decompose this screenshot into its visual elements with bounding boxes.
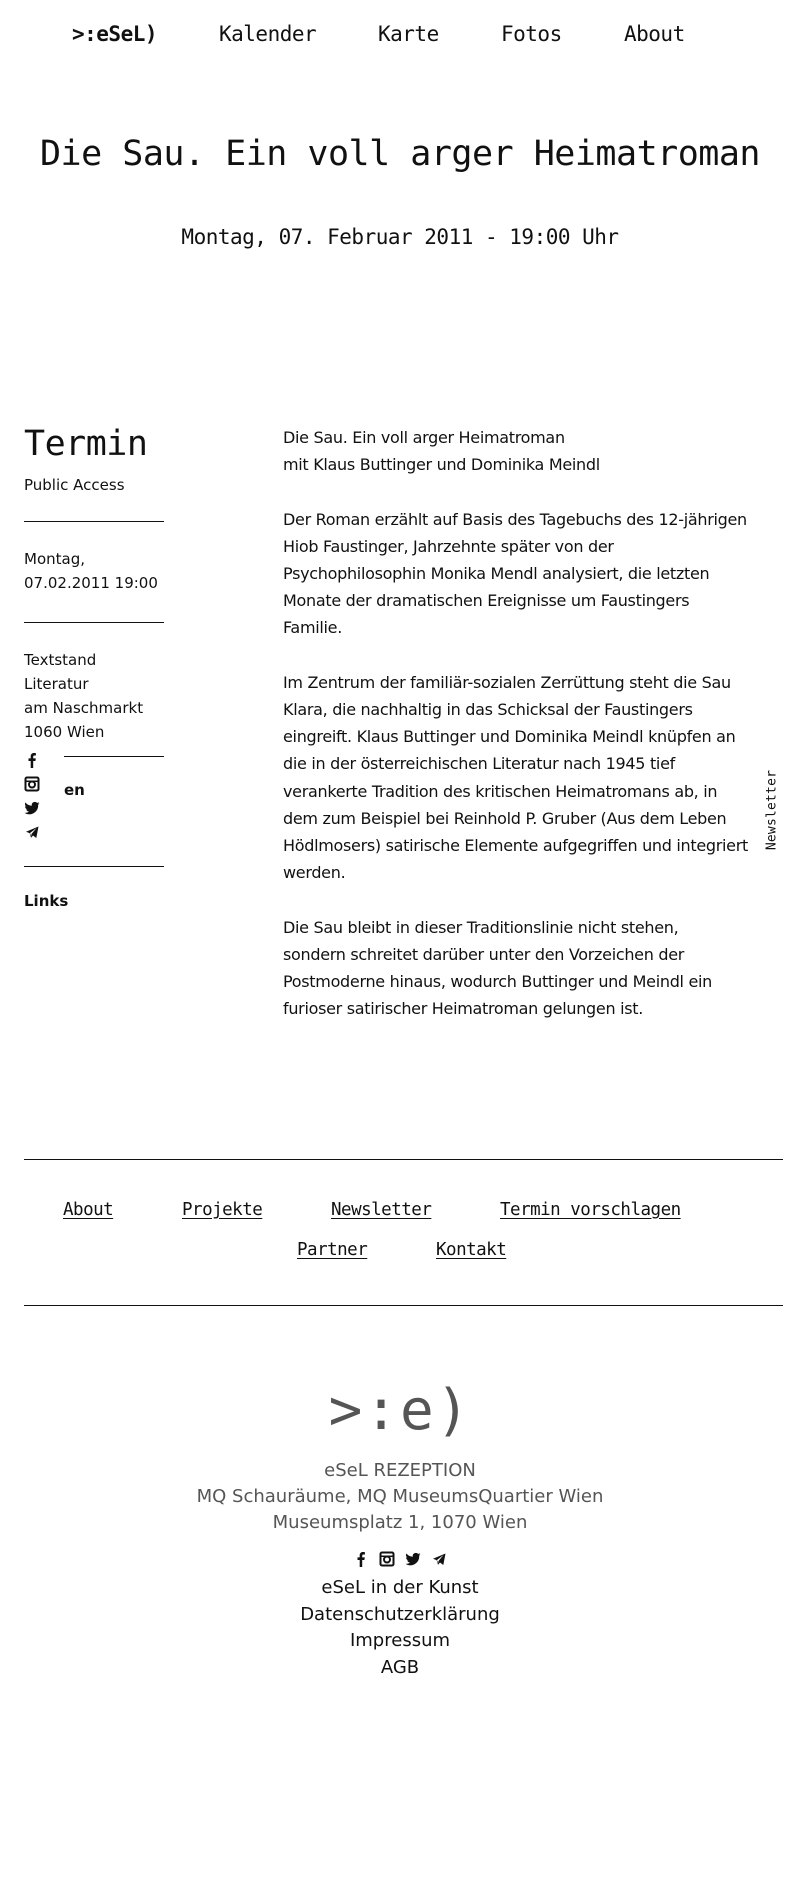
instagram-icon[interactable] bbox=[24, 776, 40, 792]
description-line: Psychophilosophin Monika Mendl analysiert, die letzten bbox=[283, 564, 710, 583]
nav-kalender[interactable]: Kalender bbox=[219, 22, 317, 46]
facebook-icon[interactable] bbox=[353, 1551, 369, 1567]
footer-link-impressum[interactable]: Impressum bbox=[349, 1630, 451, 1651]
description-line: dem zum Beispiel bei Reinhold P. Gruber (Aus dem Leben bbox=[283, 808, 727, 828]
org-name: eSeL REZEPTION bbox=[324, 1460, 476, 1481]
description-line: mit Klaus Buttinger und Dominika Meindl bbox=[283, 455, 600, 475]
date-value: 07.02.2011 19:00 bbox=[24, 574, 158, 592]
event-description bbox=[283, 424, 748, 1050]
sidebar-location bbox=[24, 648, 164, 744]
sidebar-date bbox=[24, 547, 164, 595]
description-line: Hödlmosers) satirische Elemente aufgegriffen und integriert bbox=[283, 836, 748, 856]
event-sidebar bbox=[24, 420, 164, 744]
description-line: sondern schreitet darüber unter den Vorzeichen der bbox=[283, 944, 685, 964]
telegram-icon[interactable] bbox=[431, 1551, 447, 1567]
description-line: Klara, die nachhaltig in das Schicksal der Faustingers bbox=[283, 700, 693, 719]
divider bbox=[24, 622, 164, 623]
description-paragraph bbox=[283, 424, 731, 478]
newsletter-tab-label: Newsletter bbox=[764, 769, 780, 851]
date-weekday: Montag, bbox=[24, 550, 85, 568]
divider bbox=[64, 756, 164, 757]
divider bbox=[24, 1159, 783, 1160]
description-line: Postmoderne hinaus, wodurch Buttinger und Meindl ein bbox=[283, 972, 713, 992]
description-line: eingreift. Klaus Buttinger und Dominika Meindl knüpfen an bbox=[283, 727, 736, 747]
language-switch[interactable]: en bbox=[64, 781, 85, 799]
description-line: Die Sau. Ein voll arger Heimatroman bbox=[283, 428, 565, 447]
description-line: Der Roman erzählt auf Basis des Tagebuchs des 12-jährigen bbox=[283, 509, 747, 529]
links-heading: Links bbox=[24, 892, 69, 910]
divider bbox=[24, 1305, 783, 1306]
access-label: Public Access bbox=[24, 476, 125, 494]
location-line[interactable]: Textstand Literatur bbox=[24, 651, 97, 693]
location-line[interactable]: am Naschmarkt bbox=[24, 699, 144, 717]
footer-links bbox=[0, 1575, 800, 1681]
description-line: Im Zentrum der familiär-sozialen Zerrüttung steht die Sau bbox=[283, 672, 731, 692]
description-paragraph bbox=[283, 506, 747, 642]
nav-karte[interactable]: Karte bbox=[378, 22, 439, 46]
description-line: Hiob Faustinger, Jahrzehnte später von der bbox=[283, 536, 614, 556]
site-logo[interactable]: >:eSeL) bbox=[72, 22, 158, 46]
nav-fotos[interactable]: Fotos bbox=[501, 22, 562, 46]
footer-link-partner[interactable]: Partner bbox=[297, 1240, 368, 1260]
divider bbox=[24, 521, 164, 522]
footer-address bbox=[0, 1458, 800, 1536]
twitter-icon[interactable] bbox=[24, 800, 40, 816]
footer-link-agb[interactable]: AGB bbox=[380, 1656, 420, 1678]
description-line: Die Sau bleibt in dieser Traditionslinie nicht stehen, bbox=[283, 917, 679, 937]
description-line: Familie. bbox=[283, 618, 342, 638]
divider bbox=[24, 866, 164, 867]
sidebar-social-icons bbox=[24, 752, 46, 848]
description-line: Monate der dramatischen Ereignisse um Faustingers bbox=[283, 591, 690, 611]
location-line: 1060 Wien bbox=[24, 723, 105, 741]
event-datetime: Montag, 07. Februar 2011 - 19:00 Uhr bbox=[181, 225, 619, 249]
footer-link-termin-vorschlagen[interactable]: Termin vorschlagen bbox=[500, 1200, 681, 1220]
description-paragraph bbox=[283, 914, 731, 1023]
address-line: MQ Schauräume, MQ MuseumsQuartier Wien bbox=[196, 1486, 604, 1507]
description-paragraph bbox=[283, 669, 748, 887]
sidebar-heading: Termin bbox=[24, 424, 148, 464]
footer-link-kontakt[interactable]: Kontakt bbox=[436, 1240, 507, 1260]
footer-link-projekte[interactable]: Projekte bbox=[182, 1200, 263, 1220]
footer-logo: >:e) bbox=[328, 1378, 472, 1443]
top-navigation bbox=[0, 22, 800, 52]
instagram-icon[interactable] bbox=[379, 1551, 395, 1567]
footer-link-kunst[interactable]: eSeL in der Kunst bbox=[321, 1577, 479, 1598]
facebook-icon[interactable] bbox=[24, 752, 40, 768]
description-line: werden. bbox=[283, 863, 346, 883]
description-line: die in der österreichischen Literatur nach 1945 tief bbox=[283, 754, 675, 774]
footer-link-about[interactable]: About bbox=[63, 1200, 114, 1220]
description-line: verankerte Tradition des kritischen Heimatromans ab, in bbox=[283, 781, 718, 801]
page-title: Die Sau. Ein voll arger Heimatroman bbox=[39, 134, 760, 174]
telegram-icon[interactable] bbox=[24, 824, 40, 840]
footer-social-icons bbox=[0, 1550, 800, 1568]
nav-about[interactable]: About bbox=[624, 22, 685, 46]
footer-link-datenschutz[interactable]: Datenschutzerklärung bbox=[300, 1603, 500, 1625]
address-line: Museumsplatz 1, 1070 Wien bbox=[272, 1512, 528, 1533]
newsletter-side-tab[interactable] bbox=[748, 738, 800, 888]
footer-link-newsletter[interactable]: Newsletter bbox=[331, 1200, 432, 1220]
twitter-icon[interactable] bbox=[405, 1551, 421, 1567]
description-line: furioser satirischer Heimatroman gelungen ist. bbox=[283, 999, 644, 1019]
